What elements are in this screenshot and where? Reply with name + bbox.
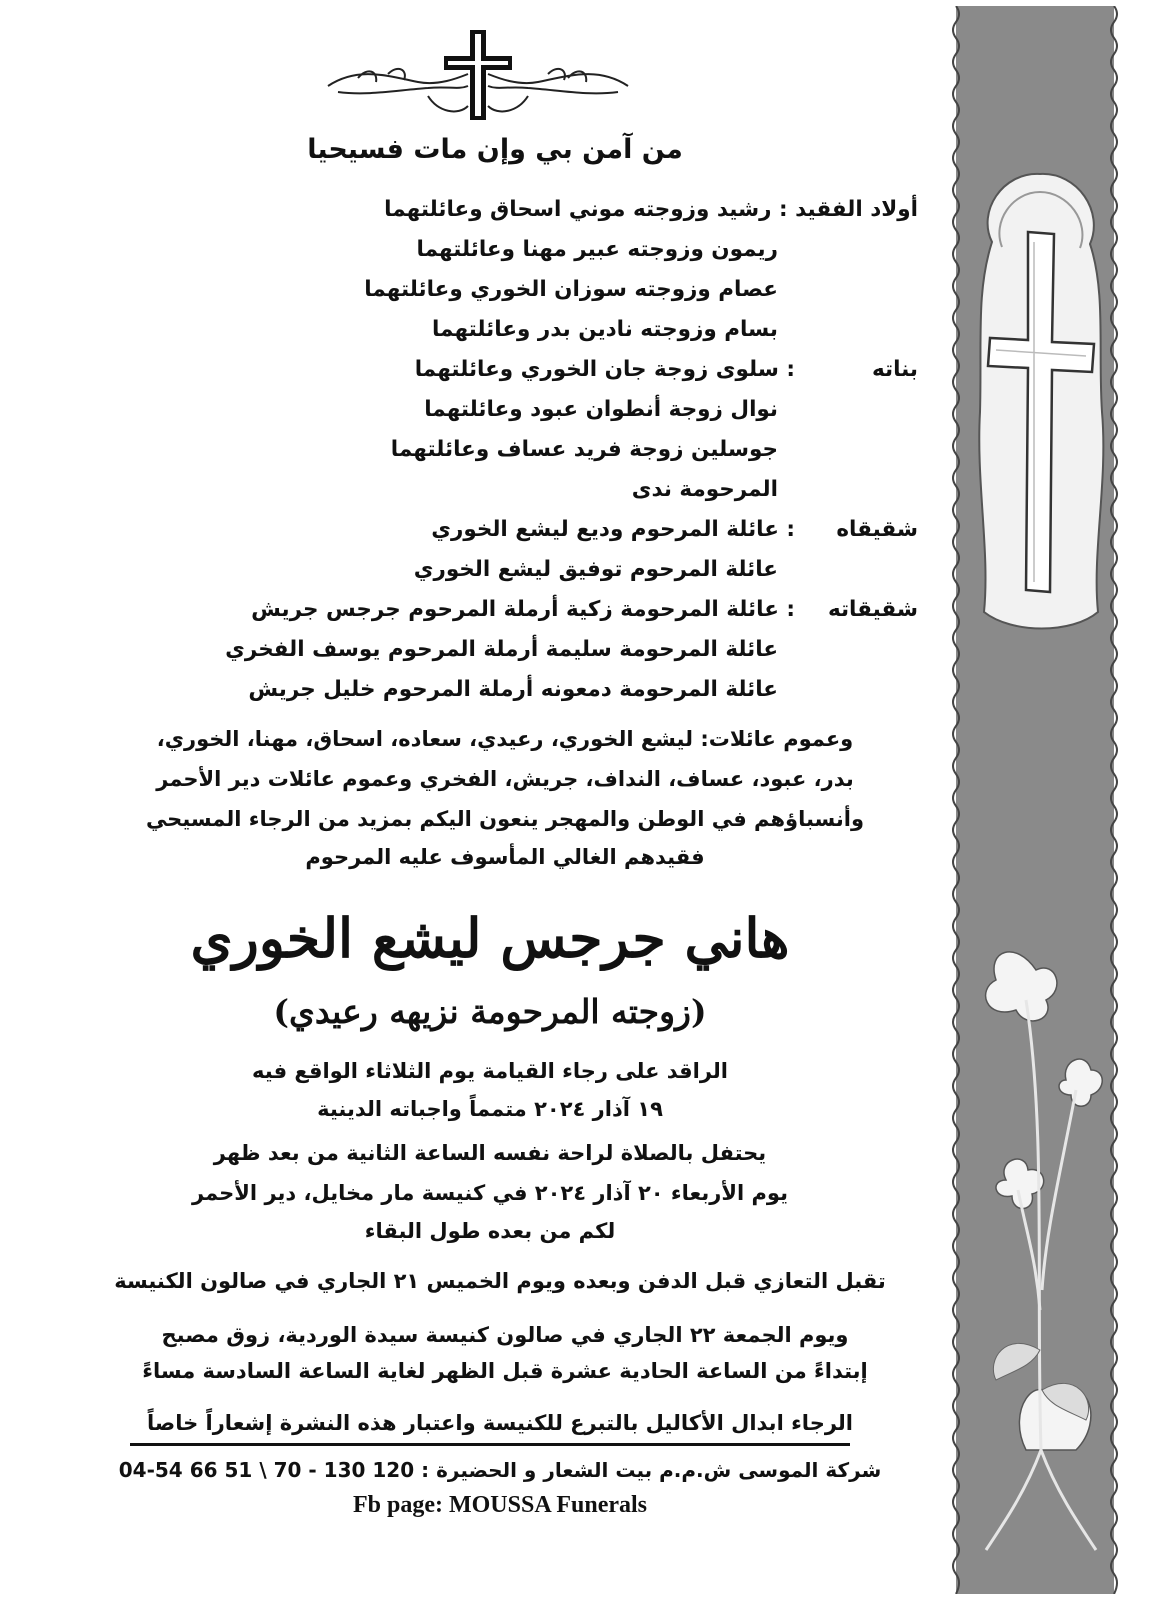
condolences-line-3: إبتداءً من الساعة الحادية عشرة قبل الظهر لغاية الساعة السادسة مساءً bbox=[142, 1359, 868, 1383]
families-line-1: وعموم عائلات: ليشع الخوري، رعيدي، سعاده، اسحاق، مهنا، الخوري، bbox=[156, 727, 854, 751]
cross-icon bbox=[318, 26, 638, 126]
sisters-line-1-row: : عائلة المرحومة زكية أرملة المرحوم جرجس جريش bbox=[251, 597, 795, 622]
daughters-line-4: المرحومة ندى bbox=[631, 477, 778, 502]
sisters-label: شقيقاته bbox=[827, 597, 918, 622]
company-line: شركة الموسى ش.م.م بيت الشعار و الحضيرة : 120 130 - 70 \ 51 66 54-04 bbox=[118, 1458, 882, 1482]
divider-line bbox=[130, 1443, 850, 1446]
daughters-line-1: سلوى زوجة جان الخوري وعائلتهما bbox=[414, 357, 779, 382]
sons-line-1: رشيد وزوجته موني اسحاق وعائلتهما bbox=[384, 197, 772, 222]
spouse-note: (زوجته المرحومة نزيهه رعيدي) bbox=[273, 992, 707, 1031]
sons-label: أولاد الفقيد bbox=[795, 197, 918, 222]
brothers-label: شقيقاه bbox=[836, 517, 918, 542]
brothers-line-1-row: : عائلة المرحوم وديع ليشع الخوري bbox=[431, 517, 795, 542]
daughters-label: بناته bbox=[871, 357, 918, 382]
sisters-line-1: عائلة المرحومة زكية أرملة المرحوم جرجس جريش bbox=[251, 597, 779, 622]
condolences-line-1: تقبل التعازي قبل الدفن وبعده ويوم الخميس ٢١ الجاري في صالون الكنيسة bbox=[114, 1269, 886, 1293]
sons-line-3: عصام وزوجته سوزان الخوري وعائلتهما bbox=[364, 277, 778, 302]
wavy-border-left bbox=[950, 6, 962, 1594]
sisters-line-3: عائلة المرحومة دمعونه أرملة المرحوم خليل جريش bbox=[248, 677, 778, 702]
daughters-line-2: نوال زوجة أنطوان عبود وعائلتهما bbox=[424, 397, 778, 422]
facebook-page: Fb page: MOUSSA Funerals bbox=[352, 1492, 648, 1518]
daughters-line-3: جوسلين زوجة فريد عساف وعائلتهما bbox=[390, 437, 778, 462]
cloud-cross-icon bbox=[972, 152, 1108, 638]
sons-label-row: أولاد الفقيد : رشيد وزوجته موني اسحاق وعائلتهما bbox=[384, 197, 918, 222]
wreath-note: الرجاء ابدال الأكاليل بالتبرع للكنيسة واعتبار هذه النشرة إشعاراً خاصاً bbox=[147, 1411, 853, 1435]
flower-icon bbox=[966, 930, 1112, 1570]
sisters-line-2: عائلة المرحومة سليمة أرملة المرحوم يوسف الفخري bbox=[225, 637, 778, 662]
condolences-line-2: ويوم الجمعة ٢٢ الجاري في صالون كنيسة سيدة الوردية، زوق مصبح bbox=[161, 1323, 849, 1347]
death-info-line-1: الراقد على رجاء القيامة يوم الثلاثاء الواقع فيه bbox=[252, 1059, 728, 1083]
verse-heading: من آمن بي وإن مات فسيحيا bbox=[307, 134, 683, 165]
death-info-line-2: ١٩ آذار ٢٠٢٤ متمماً واجباته الدينية bbox=[317, 1097, 663, 1121]
deceased-name: هاني جرجس ليشع الخوري bbox=[190, 906, 790, 970]
sons-line-4: بسام وزوجته نادين بدر وعائلتهما bbox=[431, 317, 778, 342]
death-info-line-5: لكم من بعده طول البقاء bbox=[364, 1219, 616, 1243]
families-line-3: وأنسباؤهم في الوطن والمهجر ينعون اليكم بمزيد من الرجاء المسيحي bbox=[145, 807, 865, 831]
brothers-line-2: عائلة المرحوم توفيق ليشع الخوري bbox=[413, 557, 778, 582]
death-info-line-3: يحتفل بالصلاة لراحة نفسه الساعة الثانية من بعد ظهر bbox=[213, 1141, 767, 1165]
sons-line-2: ريمون وزوجته عبير مهنا وعائلتهما bbox=[416, 237, 778, 262]
death-info-line-4: يوم الأربعاء ٢٠ آذار ٢٠٢٤ في كنيسة مار مخايل، دير الأحمر bbox=[192, 1181, 788, 1205]
families-line-2: بدر، عبود، عساف، النداف، جريش، الفخري وعموم عائلات دير الأحمر bbox=[156, 767, 854, 791]
families-line-4: فقيدهم الغالي المأسوف عليه المرحوم bbox=[305, 845, 705, 869]
daughters-line-1-row: : سلوى زوجة جان الخوري وعائلتهما bbox=[414, 357, 795, 382]
brothers-line-1: عائلة المرحوم وديع ليشع الخوري bbox=[431, 517, 779, 542]
